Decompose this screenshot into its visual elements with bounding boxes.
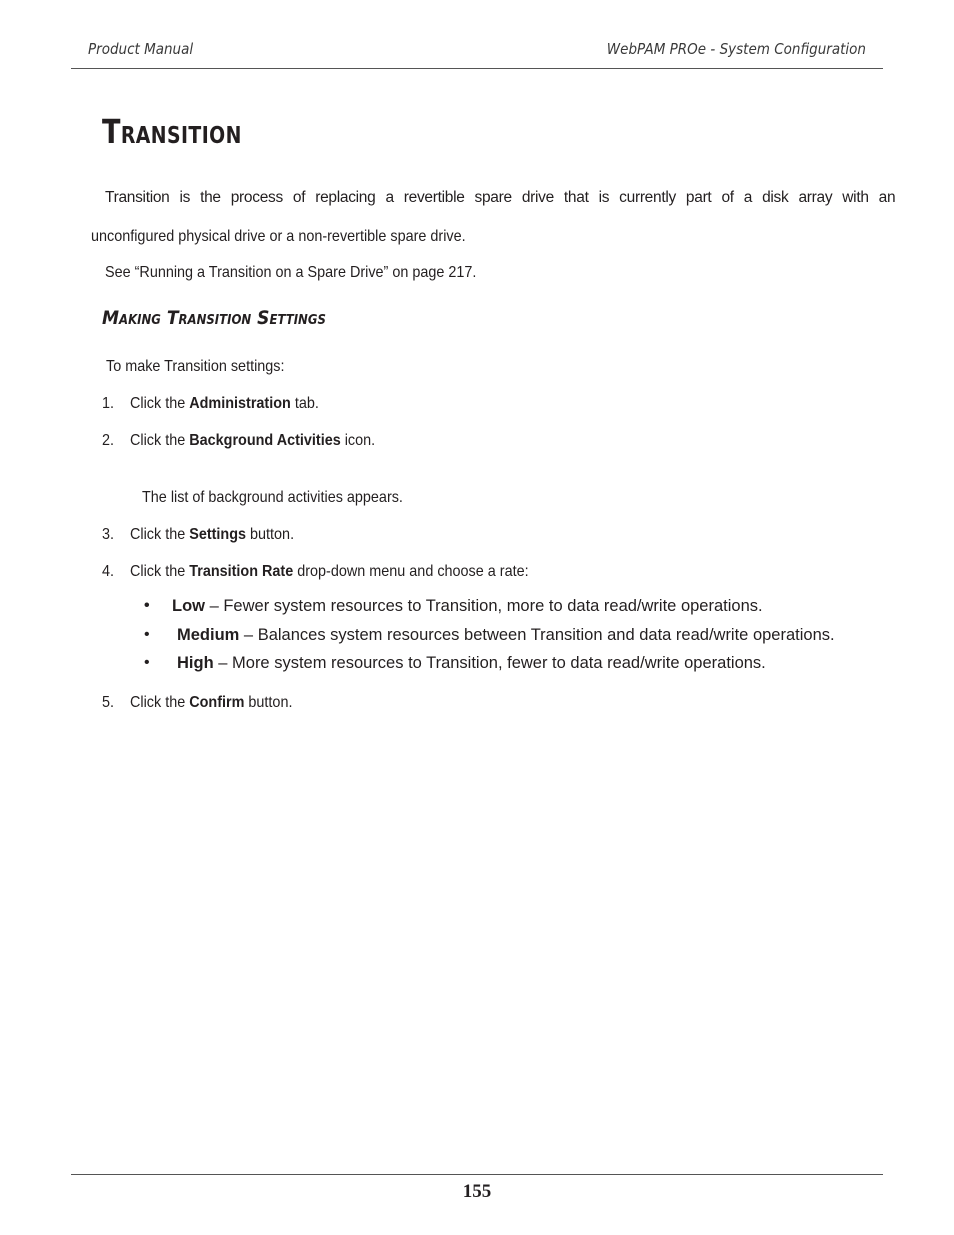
step-number: 5. — [102, 694, 115, 711]
step-number: 4. — [102, 563, 115, 580]
cross-reference: See “Running a Transition on a Spare Drive” on page 217. — [105, 264, 477, 281]
running-header-left: Product Manual — [88, 40, 194, 58]
step-text: Click the Background Activities icon. — [130, 432, 376, 449]
rate-option-high: High – More system resources to Transition, fewer to data read/write operations. — [177, 654, 766, 672]
step-number: 2. — [102, 432, 115, 449]
intro-paragraph-line2: unconfigured physical drive or a non-revertible spare drive. — [91, 228, 466, 245]
step-text: Click the Confirm button. — [130, 694, 293, 711]
ui-term: Background Activities — [189, 432, 341, 449]
bullet-icon: • — [144, 626, 150, 643]
step-text: Click the Administration tab. — [130, 395, 319, 412]
ui-term: Administration — [189, 395, 291, 412]
step-number: 3. — [102, 526, 115, 543]
footer-divider — [71, 1174, 883, 1175]
section-lead: To make Transition settings: — [106, 358, 285, 375]
rate-option-low: Low – Fewer system resources to Transition, more to data read/write operations. — [172, 597, 763, 615]
step-number: 1. — [102, 395, 115, 412]
running-header-right: WebPAM PROe - System Configuration — [606, 40, 866, 58]
page-number: 155 — [462, 1181, 492, 1202]
bullet-icon: • — [144, 654, 150, 671]
step-text: Click the Settings button. — [130, 526, 295, 543]
ui-term: Settings — [189, 526, 247, 543]
bullet-icon: • — [144, 597, 150, 614]
step-text: Click the Transition Rate drop-down menu and choose a rate: — [130, 563, 529, 580]
page-title: Transition — [102, 112, 242, 151]
header-divider — [71, 68, 883, 69]
rate-option-medium: Medium – Balances system resources between Transition and data read/write operations. — [177, 626, 835, 644]
intro-paragraph-line1: Transition is the process of replacing a revertible spare drive that is currently part of a disk array with an — [105, 189, 896, 206]
ui-term: Confirm — [189, 694, 245, 711]
section-title: Making Transition Settings — [102, 307, 326, 329]
step-result-note: The list of background activities appears. — [142, 489, 403, 506]
ui-term: Transition Rate — [189, 563, 294, 580]
